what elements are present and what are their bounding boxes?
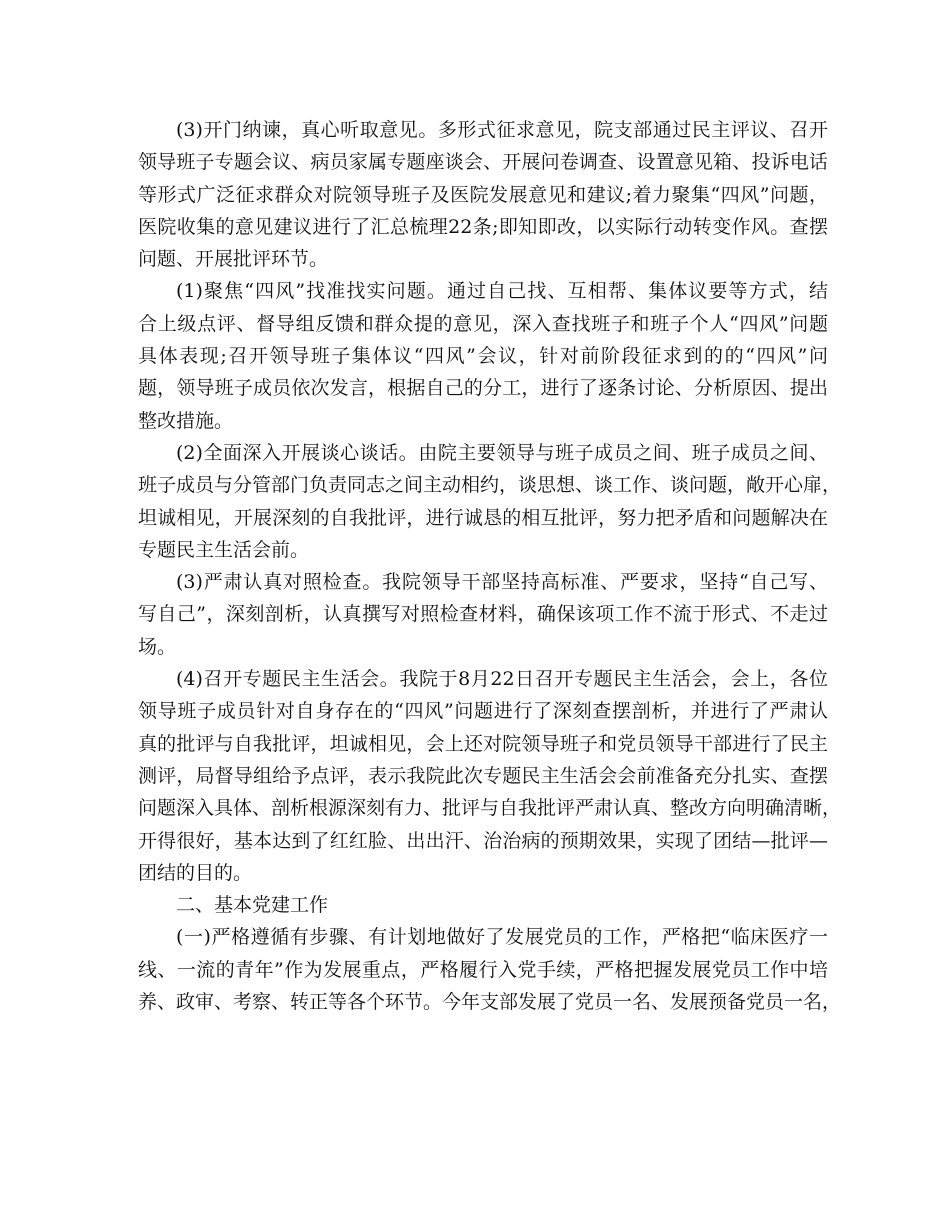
section-heading-text: 二、基本党建工作	[176, 894, 329, 917]
paragraph-party-development	[138, 921, 842, 1018]
paragraph-line: (3)严肃认真对照检查。我院领导干部坚持高标准、严要求，坚持“自己写、	[176, 571, 828, 594]
paragraph-line: (4)召开专题民主生活会。我院于8月22日召开专题民主生活会，会上，各位	[176, 668, 828, 691]
paragraph-line: 具体表现;召开领导班子集体议“四风”会议，针对前阶段征求到的的“四风”问	[138, 345, 828, 368]
paragraph-line: 问题、开展批评环节。	[138, 248, 329, 271]
paragraph-line: 测评，局督导组给予点评，表示我院此次专题民主生活会会前准备充分扎实、查摆	[138, 764, 828, 787]
section-heading	[138, 889, 828, 921]
paragraph-line: 场。	[138, 635, 177, 658]
paragraph-line: 线、一流的青年”作为发展重点，严格履行入党手续，严格把握发展党员工作中培	[138, 958, 828, 981]
paragraph-line: (2)全面深入开展谈心谈话。由院主要领导与班子成员之间、班子成员之间、	[176, 441, 828, 464]
paragraph-line: 领导班子成员针对自身存在的“四风”问题进行了深刻查摆剖析，并进行了严肃认	[138, 700, 828, 723]
paragraph-four-winds	[138, 275, 828, 436]
paragraph-line: (3)开门纳谏，真心听取意见。多形式征求意见，院支部通过民主评议、召开	[176, 119, 828, 141]
paragraph-line: 班子成员与分管部门负责同志之间主动相约，谈思想、谈工作、谈问题，敞开心扉，	[138, 474, 842, 497]
paragraph-line: 开得很好，基本达到了红红脸、出出汗、治治病的预期效果，实现了团结—批评—	[138, 829, 828, 852]
paragraph-democratic-meeting	[138, 663, 842, 889]
paragraph-line: 等形式广泛征求群众对院领导班子及医院发展意见和建议;着力聚集“四风”问题，	[138, 183, 828, 206]
paragraph-line: 领导班子专题会议、病员家属专题座谈会、开展问卷调查、设置意见箱、投诉电话	[138, 151, 828, 174]
paragraph-line: 合上级点评、督导组反馈和群众提的意见，深入查找班子和班子个人“四风”问题	[138, 312, 828, 335]
paragraph-line: 医院收集的意见建议进行了汇总梳理22条;即知即改，以实际行动转变作风。查摆	[138, 215, 828, 238]
paragraph-line: 团结的目的。	[138, 861, 253, 884]
paragraph-line: 题，领导班子成员依次发言，根据自己的分工，进行了逐条讨论、分析原因、提出	[138, 377, 828, 400]
paragraph-line: 养、政审、考察、转正等各个环节。今年支部发展了党员一名、发展预备党员一名，	[138, 991, 842, 1014]
paragraph-line: 坦诚相见，开展深刻的自我批评，进行诚恳的相互批评，努力把矛盾和问题解决在	[138, 506, 828, 529]
paragraph-line: 写自己”，深刻剖析，认真撰写对照检查材料，确保该项工作不流于形式、不走过	[138, 603, 828, 626]
paragraph-line: 问题深入具体、剖析根源深刻有力、批评与自我批评严肃认真、整改方向明确清晰，	[138, 797, 842, 820]
paragraph-open-door	[138, 114, 828, 275]
paragraph-line: (一)严格遵循有步骤、有计划地做好了发展党员的工作，严格把“临床医疗一	[176, 926, 828, 949]
document-body	[138, 114, 842, 1018]
paragraph-self-check	[138, 566, 828, 663]
paragraph-heart-talks	[138, 437, 842, 566]
paragraph-line: 整改措施。	[138, 409, 234, 432]
paragraph-line: 真的批评与自我批评，坦诚相见，会上还对院领导班子和党员领导干部进行了民主	[138, 732, 828, 755]
paragraph-line: 专题民主生活会前。	[138, 538, 310, 561]
paragraph-line: (1)聚焦“四风”找准找实问题。通过自己找、互相帮、集体议要等方式，结	[176, 280, 828, 303]
